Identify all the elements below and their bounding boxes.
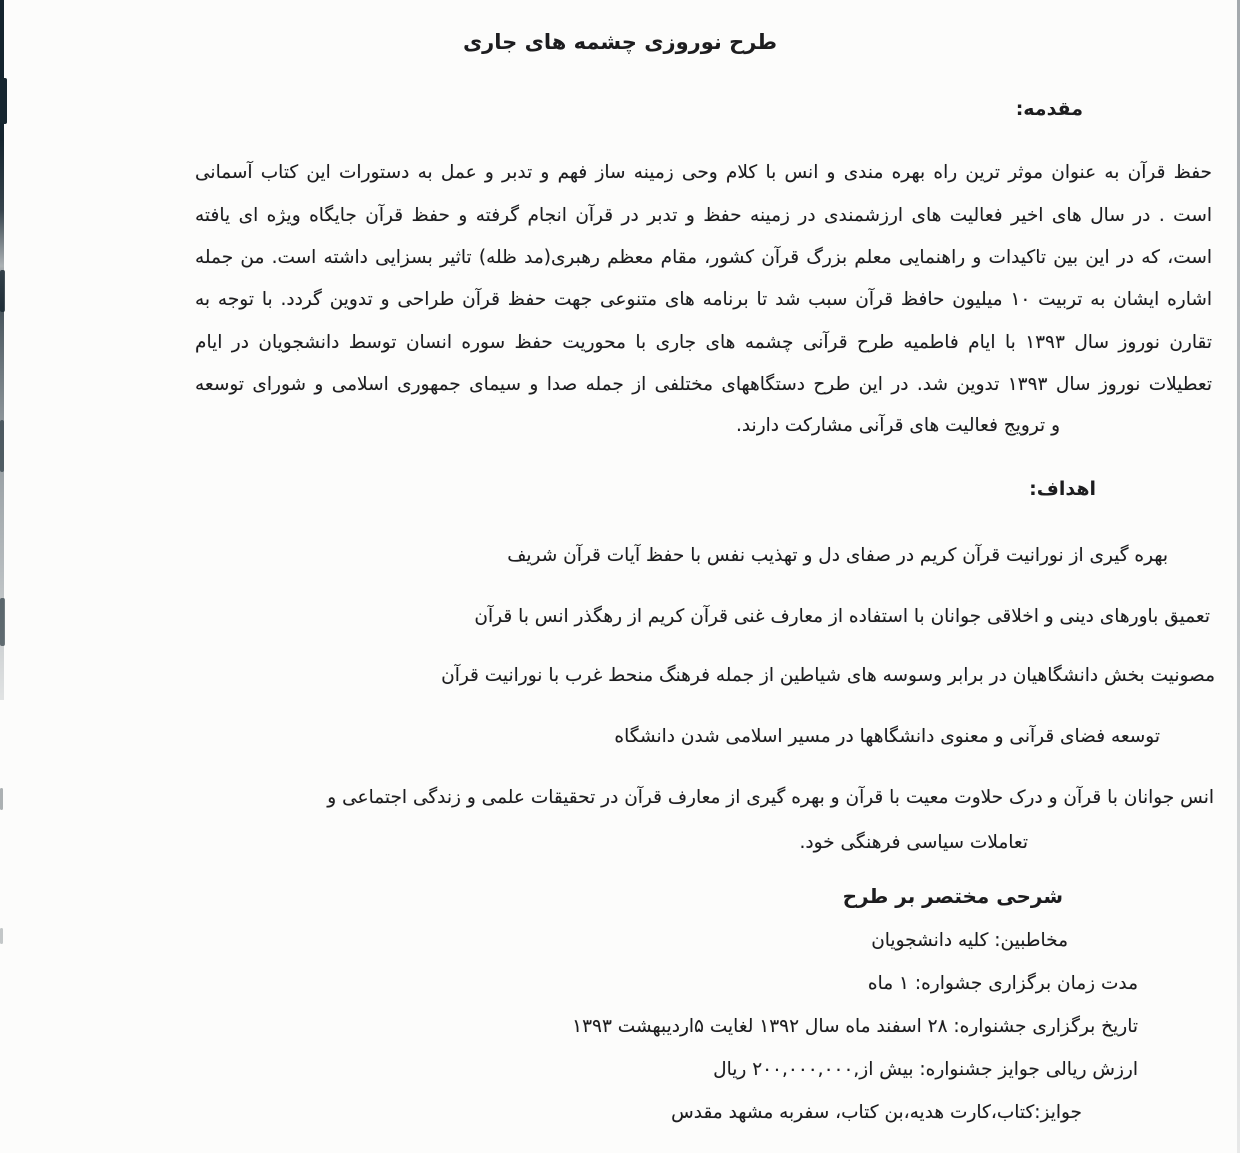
intro-paragraph-line: حفظ قرآن به عنوان موثر ترین راه بهره مندی و انس با کلام وحی زمینه ساز فهم و تدبر و عمل به دستورات این کتاب آسمانی <box>195 162 1212 183</box>
intro-paragraph-line: تقارن نوروز سال ۱۳۹۳ با ایام فاطمیه طرح قرآنی چشمه های جاری با محوریت حفظ سوره انسان توسط دانشجویان در ایام <box>195 332 1212 353</box>
summary-duration-line: مدت زمان برگزاری جشواره: ۱ ماه <box>867 973 1138 994</box>
goal-item: مصونیت بخش دانشگاهیان در برابر وسوسه های شیاطین از جمله فرهنگ منحط غرب با نورانیت قرآن <box>441 665 1215 686</box>
intro-paragraph-line: تعطیلات نوروز سال ۱۳۹۳ تدوین شد. در این طرح دستگاههای مختلفی از جمله صدا و سیمای جمهوری اسلامی و شورای توسعه <box>195 374 1213 395</box>
intro-paragraph-line: و ترویج فعالیت های قرآنی مشارکت دارند. <box>735 415 1060 436</box>
summary-dates-line: تاریخ برگزاری جشنواره: ۲۸ اسفند ماه سال ۱۳۹۲ لغایت ۵اردیبهشت ۱۳۹۳ <box>572 1016 1138 1037</box>
scan-ink-mark <box>0 420 4 472</box>
goal-item: توسعه فضای قرآنی و معنوی دانشگاهها در مسیر اسلامی شدن دانشگاه <box>614 726 1160 747</box>
goal-item: بهره گیری از نورانیت قرآن کریم در صفای دل و تهذیب نفس با حفظ آیات قرآن شریف <box>507 545 1168 566</box>
scan-ink-mark <box>0 78 7 124</box>
goals-heading: اهداف: <box>1029 478 1096 500</box>
scan-ink-mark <box>0 788 3 810</box>
intro-paragraph-line: است . در سال های اخیر فعالیت های ارزشمندی در زمینه حفظ و تدبر در قرآن انجام گرفته و حفظ قرآن جایگاه ویژه ای یافته <box>195 205 1212 226</box>
intro-heading: مقدمه: <box>1015 98 1083 120</box>
goal-item: انس جوانان با قرآن و درک حلاوت معیت با قرآن و بهره گیری از معارف قرآن در تحقیقات علمی و زندگی اجتماعی و <box>327 787 1214 808</box>
scan-ink-mark <box>0 270 5 312</box>
intro-paragraph-line: است، که در این بین تاکیدات و راهنمایی معلم بزرگ قرآن کشور، مقام معظم رهبری(مد ظله) تاثیر بسزایی داشته است. من جمله <box>195 247 1212 268</box>
summary-prize-value-line: ارزش ریالی جوایز جشنواره: بیش از,۲۰۰,۰۰۰,۰۰۰ ریال <box>713 1059 1138 1080</box>
scan-ink-mark <box>0 598 5 646</box>
document-title: طرح نوروزی چشمه های جاری <box>462 30 778 54</box>
summary-audience-line: مخاطبین: کلیه دانشجویان <box>871 930 1068 951</box>
summary-prizes-line: جوایز:کتاب،کارت هدیه،بن کتاب، سفربه مشهد مقدس <box>671 1102 1082 1123</box>
scan-ink-mark <box>0 928 3 944</box>
goal-item: تعمیق باورهای دینی و اخلاقی جوانان با استفاده از معارف غنی قرآن کریم از رهگذر انس با قرآن <box>474 606 1210 627</box>
summary-heading: شرحی مختصر بر طرح <box>842 884 1063 908</box>
intro-paragraph-line: اشاره ایشان به تربیت ۱۰ میلیون حافظ قرآن سبب شد تا برنامه های متنوعی جهت حفظ قرآن طراحی و تدوین گردد. با توجه به <box>195 289 1212 310</box>
goal-item-continuation: تعاملات سیاسی فرهنگی خود. <box>799 832 1028 853</box>
